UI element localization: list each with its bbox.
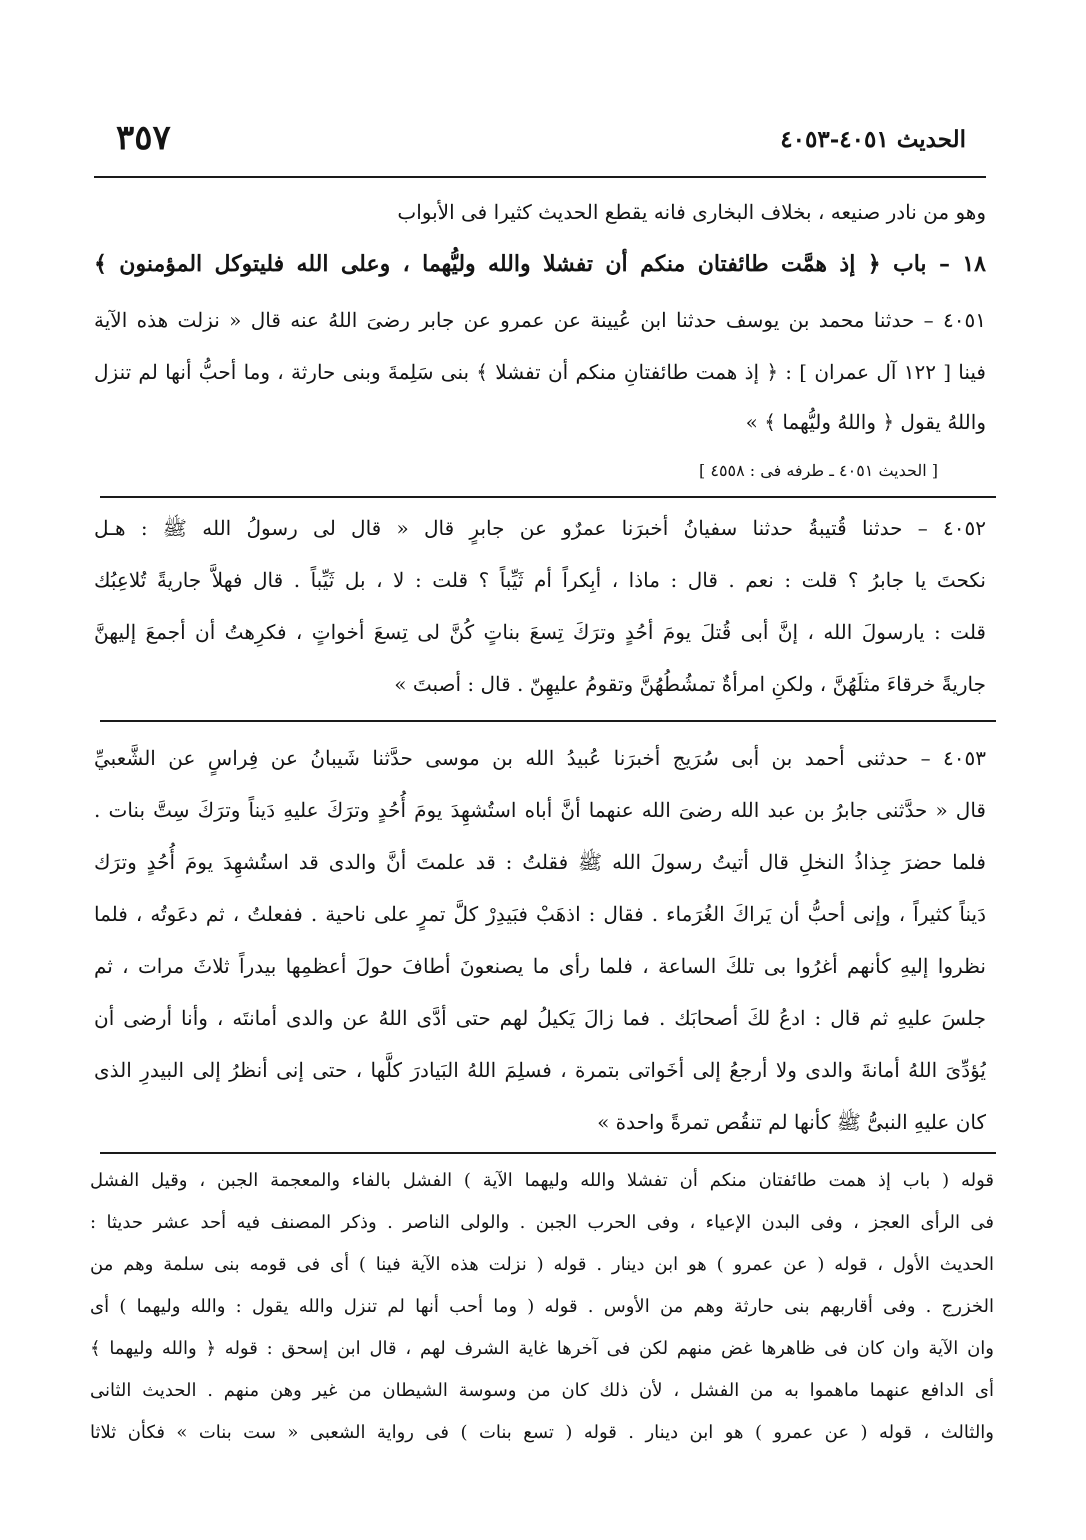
- commentary-line-4: الخزرج . وفى أقاربهم بنى حارثة وهم من الأوس . قوله ( وما أحب أنها لم تنزل والله يقول : والله وليهما ) أى: [90, 1296, 994, 1317]
- hadith-4051-line-2: فينا [ ١٢٢ آل عمران ] : ﴿ إذ همت طائفتانِ منكم أن تفشلا ﴾ بنى سَلِمةَ وبنى حارثة ، وما أحبُّ أنها لم تنزل: [94, 360, 986, 384]
- header-rule: [94, 176, 986, 178]
- hadith-4053-line-8: كان عليهِ النبىُّ ﷺ كأنها لم تنقُص تمرةً واحدة »: [597, 1110, 986, 1134]
- running-header-title: الحديث ٤٠٥١-٤٠٥٣: [780, 126, 966, 153]
- cross-reference-note: [ الحديث ٤٠٥١ ـ طرفه فى : ٤٥٥٨ ]: [699, 461, 938, 480]
- hadith-4053-line-2: قال « حدَّثنى جابرُ بن عبد الله رضىَ الله عنهما أنَّ أباه استُشهِدَ يومَ أُحُدٍ وترَكَ عليهِ دَيناً وترَكَ سِتَّ بنات .: [94, 798, 986, 822]
- hadith-4053-line-7: يُؤدِّىَ اللهُ أمانةَ والدى ولا أرجعُ إلى أخَواتى بتمرة ، فسلِمَ اللهُ البَيادرَ كلَّها ، حتى إنى أنظرُ إلى البيدرِ الذى: [94, 1058, 986, 1082]
- commentary-line-5: وان الآية وان كان فى ظاهرها غض منهم لكن فى آخرها غاية الشرف لهم ، قال ابن إسحق : قوله ﴿ والله وليهما ﴾: [90, 1338, 994, 1359]
- hadith-4052-line-4: جاريةً خرقاءَ مثلَهُنَّ ، ولكنِ امرأةٌ تمشُطُهُنَّ وتقومُ عليهِنّ . قال : أصبتَ »: [394, 672, 986, 696]
- hadith-4052-line-3: قلت : يارسولَ الله ، إنَّ أبى قُتلَ يومَ أحُدٍ وترَكَ تِسعَ بناتٍ كُنَّ لى تِسعَ أخواتٍ ، فكرِهتُ أن أجمعَ إليهنَّ: [94, 620, 986, 644]
- hadith-4053-line-1: ٤٠٥٣ – حدثنى أحمد بن أبى سُرَيج أخبرَنا عُبيدُ الله بن موسى حدَّثنا شَيبانُ عن فِراسٍ عن الشَّعبيِّ: [94, 746, 986, 770]
- chapter-heading: ١٨ – باب ﴿ إذ همَّت طائفتان منكم أن تفشلا والله وليُّهما ، وعلى الله فليتوكل المؤمنون ﴾: [94, 251, 986, 277]
- hadith-4053-line-5: نظروا إليهِ كأنهم أغرُوا بى تلكَ الساعة ، فلما رأى ما يصنعونَ أطافَ حولَ أعظمِها بيدراً ثلاثَ مرات ، ثم: [94, 954, 986, 978]
- commentary-line-7: والثالث ، قوله ( عن عمرو ) هو ابن دينار . قوله ( تسع بنات ) فى رواية الشعبى « ست بنات » فكأن ثلاثا: [90, 1422, 994, 1443]
- section-divider: [100, 496, 996, 498]
- intro-line: وهو من نادر صنيعه ، بخلاف البخارى فانه يقطع الحديث كثيرا فى الأبواب: [397, 200, 986, 224]
- page-number: ٣٥٧: [116, 118, 171, 158]
- hadith-4052-line-2: نكحتَ يا جابرُ ؟ قلت : نعم . قال : ماذا ، أبِكراً أم ثَيِّباً ؟ قلت : لا ، بل ثَيِّباً . قال فهلاَّ جاريةً تُلاعِبُك: [94, 568, 986, 592]
- commentary-line-1: قوله ( باب إذ همت طائفتان منكم أن تفشلا والله وليهما الآية ) الفشل بالفاء والمعجمة الجبن ، وقيل الفشل: [90, 1170, 994, 1191]
- commentary-line-3: الحديث الأول ، قوله ( عن عمرو ) هو ابن دينار . قوله ( نزلت هذه الآية فينا ) أى فى قومه بنى سلمة وهم من: [90, 1254, 994, 1275]
- commentary-line-2: فى الرأى العجز ، وفى البدن الإعياء ، وفى الحرب الجبن . والولى الناصر . وذكر المصنف فيه أحد عشر حديثا :: [90, 1212, 994, 1233]
- section-divider: [100, 720, 996, 722]
- hadith-4053-line-6: جلسَ عليهِ ثم قال : ادعُ لكَ أصحابَك . فما زالَ يَكيلُ لهم حتى أدَّى اللهُ عن والدى أمانتَه ، وأنا أرضى أن: [94, 1006, 986, 1030]
- hadith-4051-line-3: واللهُ يقول ﴿ واللهُ وليُّهما ﴾ »: [745, 410, 986, 434]
- hadith-4052-line-1: ٤٠٥٢ – حدثنا قُتيبةُ حدثنا سفيانُ أخبرَنا عمرٌو عن جابرٍ قال « قال لى رسولُ الله ﷺ : هـل: [94, 516, 986, 540]
- section-divider: [100, 1152, 996, 1154]
- hadith-4053-line-3: فلما حضرَ جِذاذُ النخلِ قال أتيتُ رسولَ الله ﷺ فقلتُ : قد علمتَ أنَّ والدى قد استُشهِدَ يومَ أُحُدٍ وترَك: [94, 850, 986, 874]
- hadith-4053-line-4: دَيناً كثيراً ، وإنى أحبُّ أن يَراكَ الغُرَماء . فقال : اذهَبْ فبَيدِرْ كلَّ تمرٍ على ناحية . ففعلتُ ، ثم دعَوتُه ، فلما: [94, 902, 986, 926]
- commentary-line-6: أى الدافع عنهما ماهموا به من الفشل ، لأن ذلك كان من وسوسة الشيطان من غير وهن منهم . الحديث الثانى: [90, 1380, 994, 1401]
- hadith-4051-line-1: ٤٠٥١ – حدثنا محمد بن يوسف حدثنا ابن عُيينة عن عمرو عن جابر رضىَ اللهُ عنه قال « نزلت هذه الآية: [94, 308, 986, 332]
